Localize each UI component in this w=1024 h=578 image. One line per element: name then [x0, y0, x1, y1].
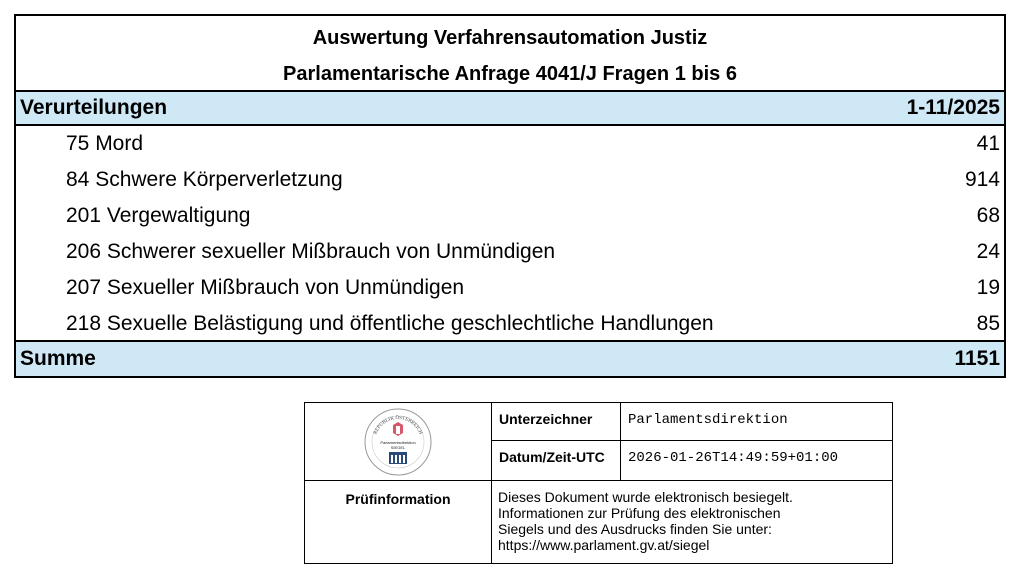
electronic-seal-box	[304, 402, 893, 564]
verification-text	[492, 481, 892, 563]
table-row	[16, 126, 1004, 162]
row-label: 75 Mord	[66, 132, 144, 155]
table-title-block	[16, 16, 1004, 92]
row-label: 207 Sexueller Mißbrauch von Unmündigen	[66, 276, 465, 299]
signer-label: Unterzeichner	[492, 403, 621, 441]
table-row	[16, 306, 1004, 342]
datetime-label: Datum/Zeit-UTC	[492, 441, 621, 481]
row-value: 19	[976, 276, 1000, 299]
seal-office-text: Parlamentsdirektion	[380, 439, 416, 445]
row-label: 218 Sexuelle Belästigung und öffentliche geschlechtliche Handlungen	[66, 312, 714, 335]
row-value: 68	[976, 204, 1000, 227]
verification-line: Dieses Dokument wurde elektronisch besiegelt.	[498, 489, 793, 505]
sum-value: 1151	[954, 347, 1000, 370]
table-header-row	[16, 92, 1004, 126]
seal-arc-text: REPUBLIK ÖSTERREICH	[373, 415, 423, 435]
row-value: 85	[976, 312, 1000, 335]
verification-line: Siegels und des Ausdrucks finden Sie unter:	[498, 521, 772, 537]
row-label: 84 Schwere Körperverletzung	[66, 168, 343, 191]
table-subtitle: Parlamentarische Anfrage 4041/J Fragen 1 bis 6	[283, 63, 737, 85]
official-seal-icon	[363, 407, 433, 477]
sum-label: Summe	[20, 347, 96, 370]
row-value: 914	[964, 168, 1000, 191]
verification-label: Prüfinformation	[305, 481, 492, 563]
seal-label-text: SIEGEL	[390, 444, 406, 450]
table-row	[16, 234, 1004, 270]
table-row	[16, 162, 1004, 198]
row-label: 201 Vergewaltigung	[66, 204, 251, 227]
row-value: 41	[976, 132, 1000, 155]
datetime-value: 2026-01-26T14:49:59+01:00	[621, 441, 892, 481]
signer-value: Parlamentsdirektion	[621, 403, 892, 441]
verification-line: Informationen zur Prüfung des elektronischen	[498, 505, 781, 521]
sum-row	[16, 340, 1004, 376]
row-label: 206 Schwerer sexueller Mißbrauch von Unmündigen	[66, 240, 556, 263]
seal-image-cell	[305, 403, 492, 481]
row-value: 24	[976, 240, 1000, 263]
table-row	[16, 270, 1004, 306]
statistics-table	[14, 14, 1006, 378]
table-row	[16, 198, 1004, 234]
header-category-label: Verurteilungen	[20, 96, 168, 119]
verification-url: https://www.parlament.gv.at/siegel	[498, 537, 710, 553]
table-title: Auswertung Verfahrensautomation Justiz	[312, 27, 708, 49]
header-period-label: 1-11/2025	[906, 96, 1000, 119]
table-body	[16, 126, 1004, 342]
